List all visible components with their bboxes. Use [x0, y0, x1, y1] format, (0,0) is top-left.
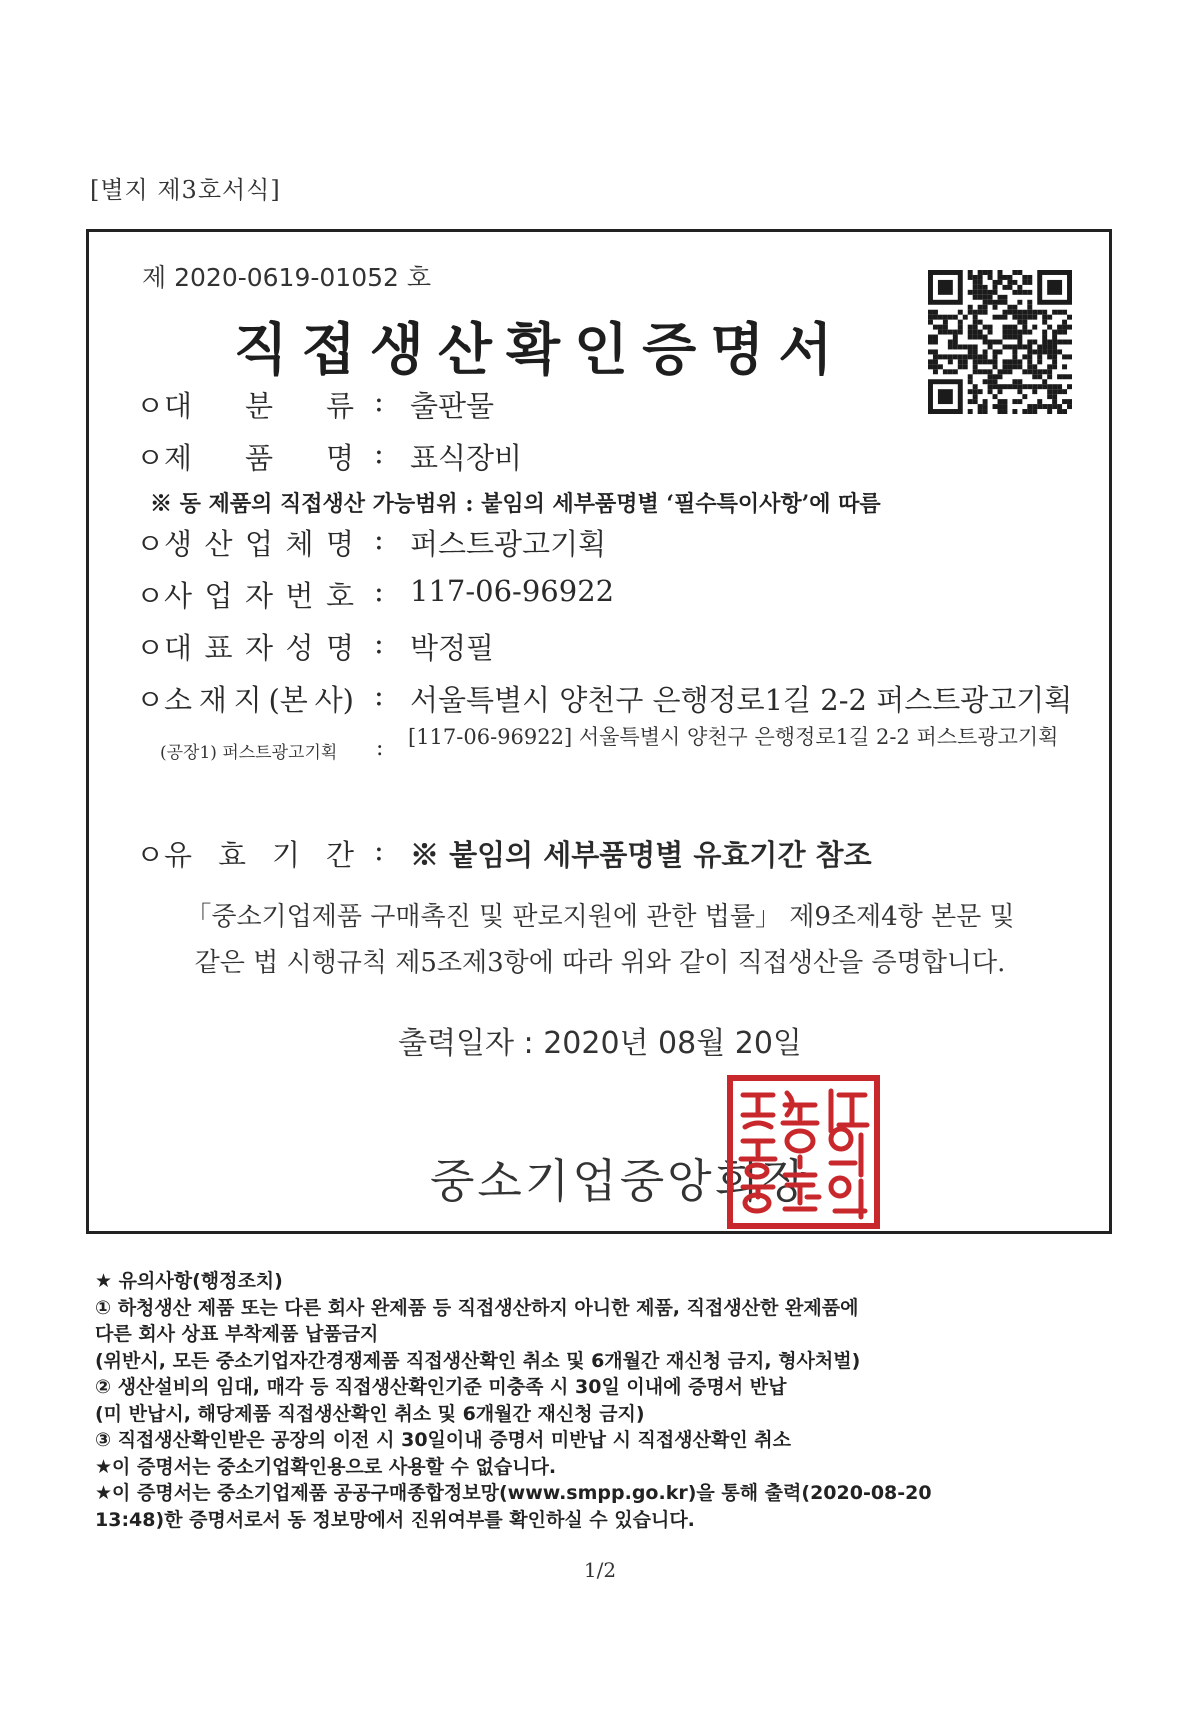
form-label: [별지 제3호서식] [90, 176, 281, 204]
field-ceo-label: 대 표 자 성 명 [164, 631, 354, 665]
certificate-number: 제 2020-0619-01052 호 [142, 263, 432, 292]
notice-line: (위반시, 모든 중소기업자간경쟁제품 직접생산확인 취소 및 6개월간 재신청 금지, 형사처벌) [95, 1349, 861, 1372]
field-address-value: 서울특별시 양천구 은행정로1길 2-2 퍼스트광고기획 [410, 683, 1073, 717]
factory-colon: : [376, 736, 384, 761]
notice-line: ★이 증명서는 중소기업제품 공공구매종합정보망(www.smpp.go.kr)을 통해 출력(2020-08-20 [95, 1482, 932, 1504]
scope-note: ※ 동 제품의 직접생산 가능범위 : 붙임의 세부품명별 ‘필수특이사항’에 따름 [150, 491, 881, 517]
field-validity-label: 유 효 기 간 [164, 838, 354, 872]
field-product-value: 표식장비 [410, 441, 523, 475]
notice-line: ★이 증명서는 중소기업확인용으로 사용할 수 없습니다. [95, 1455, 557, 1478]
body-line-2: 같은 법 시행규칙 제5조제3항에 따라 위와 같이 직접생산을 증명합니다. [194, 948, 1006, 978]
field-biz-no-label: 사 업 자 번 호 [164, 579, 354, 613]
field-product-label: 제 품 명 [164, 441, 354, 475]
notice-line: ② 생산설비의 임대, 매각 등 직접생산확인기준 미충족 시 30일 이내에 증명서 반납 [95, 1376, 787, 1398]
notice-line: ① 하청생산 제품 또는 다른 회사 완제품 등 직접생산하지 아니한 제품, 직접생산한 완제품에 [95, 1296, 859, 1319]
bullet: ㅇ [136, 389, 165, 423]
field-manufacturer-value: 퍼스트광고기획 [410, 527, 607, 561]
field-ceo-value: 박정필 [410, 631, 495, 665]
notice-line: (미 반납시, 해당제품 직접생산확인 취소 및 6개월간 재신청 금지) [95, 1402, 645, 1425]
field-category-label: 대 분 류 [164, 389, 354, 423]
notice-line: 다른 회사 상표 부착제품 납품금지 [95, 1323, 379, 1345]
notice-line: ★ 유의사항(행정조치) [95, 1270, 283, 1292]
body-line-1: 「중소기업제품 구매촉진 및 판로지원에 관한 법률」 제9조제4항 본문 및 [185, 902, 1015, 932]
issuer-name: 중소기업중앙회장 [430, 1154, 810, 1208]
field-category-value: 출판물 [410, 389, 495, 423]
factory-label: (공장1) 퍼스트광고기획 [160, 743, 338, 763]
page-title: 직접생산확인증명서 [233, 317, 847, 383]
notice-line: 13:48)한 증명서로서 동 정보망에서 진위여부를 확인하실 수 있습니다. [95, 1508, 695, 1531]
issued-date: 출력일자 : 2020년 08월 20일 [398, 1026, 802, 1061]
qr-code [928, 270, 1072, 414]
page-number: 1/2 [583, 1558, 617, 1582]
notice-section [95, 1268, 1125, 1533]
official-seal [727, 1075, 880, 1229]
field-manufacturer-label: 생 산 업 체 명 [164, 527, 354, 561]
notice-line: ③ 직접생산확인받은 공장의 이전 시 30일이내 증명서 미반납 시 직접생산확인 취소 [95, 1429, 792, 1451]
field-address-label: 소 재 지 (본 사) [164, 683, 354, 717]
field-biz-no-value: 117-06-96922 [410, 574, 615, 608]
field-validity-value: ※ 붙임의 세부품명별 유효기간 참조 [410, 838, 872, 872]
factory-value: [117-06-96922] 서울특별시 양천구 은행정로1길 2-2 퍼스트광고기획 [408, 725, 1059, 749]
